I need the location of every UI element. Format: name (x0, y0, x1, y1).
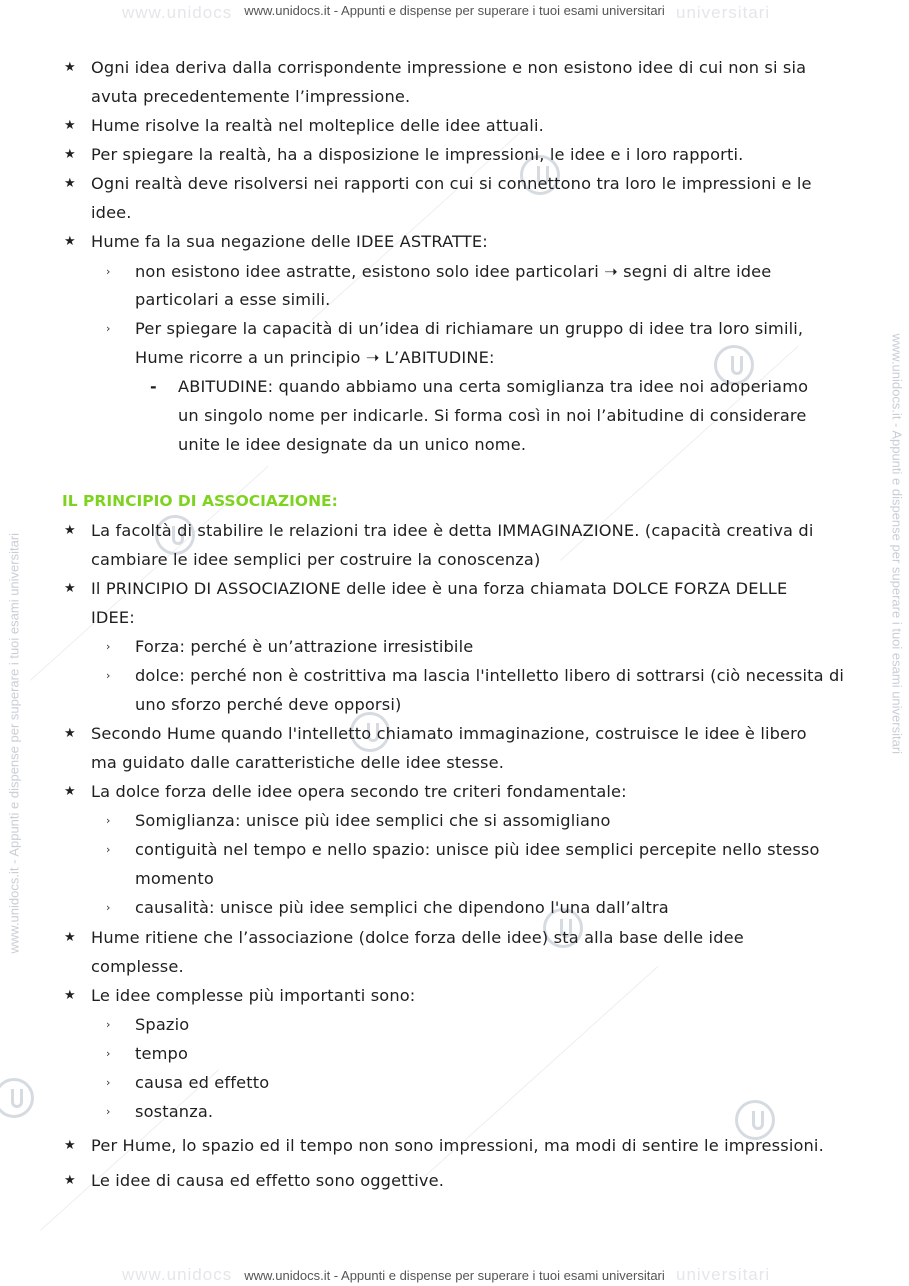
text-line: Spazio (135, 1015, 190, 1034)
text-line: Somiglianza: unisce più idee semplici che si assomigliano (135, 811, 611, 830)
watermark-logo-icon (735, 1100, 775, 1140)
text-line: La facoltà di stabilire le relazioni tra idee è detta IMMAGINAZIONE. (capacità creativa di (91, 521, 814, 540)
text-line: un singolo nome per indicarle. Si forma così in noi l’abitudine di considerare (178, 406, 807, 425)
text-line: dolce: perché non è costrittiva ma lascia l'intelletto libero di sottrarsi (ciò necessita di (135, 666, 845, 685)
side-watermark-right: www.unidocs.it - Appunti e dispense per superare i tuoi esami universitari (889, 333, 905, 755)
arrow-bullet-icon: › (106, 322, 111, 335)
dash-bullet-icon: - (150, 377, 157, 396)
star-bullet-icon: ★ (64, 118, 76, 133)
arrow-bullet-icon: › (106, 1047, 111, 1060)
text-line: La dolce forza delle idee opera secondo tre criteri fondamentale: (91, 782, 627, 801)
arrow-bullet-icon: › (106, 843, 111, 856)
text-line: uno sforzo perché deve opporsi) (135, 695, 402, 714)
star-bullet-icon: ★ (64, 176, 76, 191)
text-line: Hume ritiene che l’associazione (dolce forza delle idee) sta alla base delle idee (91, 928, 744, 947)
side-watermark-left: www.unidocs.it - Appunti e dispense per superare i tuoi esami universitari (6, 532, 22, 954)
text-line: Le idee di causa ed effetto sono oggettive. (91, 1171, 444, 1190)
arrow-bullet-icon: › (106, 265, 111, 278)
arrow-bullet-icon: › (106, 814, 111, 827)
text-line: non esistono idee astratte, esistono solo idee particolari ➝ segni di altre idee (135, 262, 772, 281)
ghost-watermark-right: universitari (676, 3, 771, 22)
text-line: IDEE: (91, 608, 135, 627)
text-line: complesse. (91, 957, 184, 976)
text-line: tempo (135, 1044, 189, 1063)
arrow-bullet-icon: › (106, 669, 111, 682)
star-bullet-icon: ★ (64, 988, 76, 1003)
star-bullet-icon: ★ (64, 234, 76, 249)
text-line: particolari a esse simili. (135, 290, 331, 309)
text-line: causalità: unisce più idee semplici che dipendono l'una dall’altra (135, 898, 669, 917)
text-line: contiguità nel tempo e nello spazio: unisce più idee semplici percepite nello stesso (135, 840, 820, 859)
text-line: Per spiegare la capacità di un’idea di richiamare un gruppo di idee tra loro simili, (135, 319, 804, 338)
arrow-bullet-icon: › (106, 1076, 111, 1089)
arrow-bullet-icon: › (106, 1018, 111, 1031)
ghost-watermark-left-bottom: www.unidocs (122, 1265, 233, 1284)
text-line: Ogni idea deriva dalla corrispondente impressione e non esistono idee di cui non si sia (91, 58, 807, 77)
text-line: Hume ricorre a un principio ➝ L’ABITUDINE: (135, 348, 495, 367)
text-line: unite le idee designate da un unico nome. (178, 435, 527, 454)
ghost-watermark-right-bottom: universitari (676, 1265, 771, 1284)
section-heading: IL PRINCIPIO DI ASSOCIAZIONE: (62, 492, 338, 510)
text-line: Ogni realtà deve risolversi nei rapporti con cui si connettono tra loro le impressioni e le (91, 174, 812, 193)
text-line: causa ed effetto (135, 1073, 270, 1092)
watermark-logo-icon (0, 1078, 34, 1118)
text-line: cambiare le idee semplici per costruire la conoscenza) (91, 550, 541, 569)
ghost-watermark-left: www.unidocs (122, 3, 233, 22)
text-line: Forza: perché è un’attrazione irresistibile (135, 637, 474, 656)
text-line: Le idee complesse più importanti sono: (91, 986, 416, 1005)
text-line: momento (135, 869, 214, 888)
text-line: idee. (91, 203, 132, 222)
text-line: Secondo Hume quando l'intelletto chiamato immaginazione, costruisce le idee è libero (91, 724, 807, 743)
footer-watermark: www.unidocs.it - Appunti e dispense per superare i tuoi esami universitari (244, 1268, 665, 1283)
arrow-bullet-icon: › (106, 1105, 111, 1118)
text-line: sostanza. (135, 1102, 214, 1121)
text-line: Il PRINCIPIO DI ASSOCIAZIONE delle idee è una forza chiamata DOLCE FORZA DELLE (91, 579, 788, 598)
star-bullet-icon: ★ (64, 1138, 76, 1153)
text-line: ABITUDINE: quando abbiamo una certa somiglianza tra idee noi adoperiamo (178, 377, 809, 396)
star-bullet-icon: ★ (64, 726, 76, 741)
star-bullet-icon: ★ (64, 147, 76, 162)
star-bullet-icon: ★ (64, 784, 76, 799)
text-line: ma guidato dalle caratteristiche delle idee stesse. (91, 753, 505, 772)
text-line: Hume fa la sua negazione delle IDEE ASTRATTE: (91, 232, 488, 251)
star-bullet-icon: ★ (64, 523, 76, 538)
text-line: avuta precedentemente l’impressione. (91, 87, 411, 106)
arrow-bullet-icon: › (106, 640, 111, 653)
text-line: Hume risolve la realtà nel molteplice delle idee attuali. (91, 116, 544, 135)
star-bullet-icon: ★ (64, 60, 76, 75)
text-line: Per Hume, lo spazio ed il tempo non sono impressioni, ma modi di sentire le impressioni. (91, 1136, 824, 1155)
star-bullet-icon: ★ (64, 930, 76, 945)
arrow-bullet-icon: › (106, 901, 111, 914)
text-line: Per spiegare la realtà, ha a disposizione le impressioni, le idee e i loro rapporti. (91, 145, 744, 164)
header-watermark: www.unidocs.it - Appunti e dispense per superare i tuoi esami universitari (244, 3, 665, 18)
star-bullet-icon: ★ (64, 1173, 76, 1188)
star-bullet-icon: ★ (64, 581, 76, 596)
